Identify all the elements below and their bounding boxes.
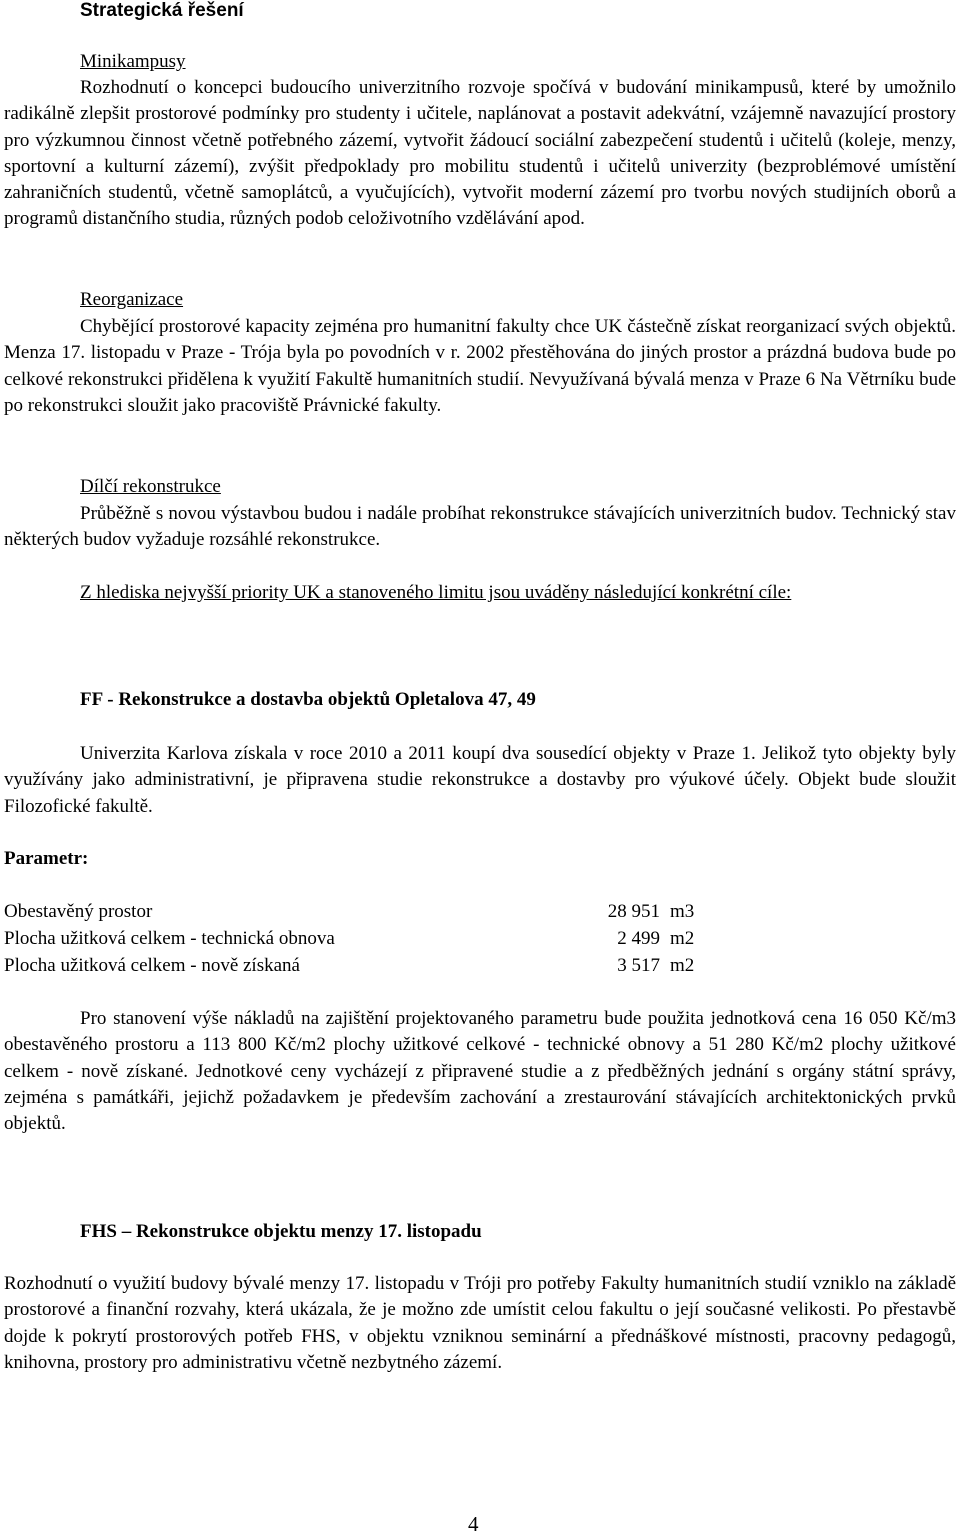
subheading-reorganizace: Reorganizace [80,289,184,310]
parameter-value: 2 499 [617,928,660,949]
parameter-label: Obestavěný prostor [4,901,153,922]
parameter-label: Plocha užitková celkem - technická obnova [4,928,335,949]
parameter-unit: m2 [670,928,695,949]
subheading-minikampusy: Minikampusy [80,51,186,72]
section-heading-strategic: Strategická řešení [80,0,244,21]
paragraph-ff-costs: Pro stanovení výše nákladů na zajištění projektovaného parametru bude použita jednotková cena 16 050 Kč/m3 obestavěného prostoru a 113 800 Kč/m2 plochy užitkové celkové - technické obnovy a 51 280 Kč/m2 plochy užitkové celkem - nově získané. Jednotkové ceny vycházejí z připravené studie a z předběžných jednání s orgány státní správy, zejména s památkáři, jejichž požadavkem je především zachování a zrestaurování stávajících architektonických prvků objektů. [4,1008,956,1135]
fhs-heading: FHS – Rekonstrukce objektu menzy 17. listopadu [80,1221,482,1242]
ff-heading: FF - Rekonstrukce a dostavba objektů Opletalova 47, 49 [80,689,536,710]
parameter-value: 3 517 [617,955,660,976]
parameter-unit: m2 [670,955,695,976]
paragraph-reorganizace: Chybějící prostorové kapacity zejména pro humanitní fakulty chce UK částečně získat reorganizací svých objektů. Menza 17. listopadu v Praze - Trója byla po povodních v r. 2002 přestěhována do jiných prostor a prázdná budova bude po celkové rekonstrukci přidělena k využití Fakultě humanitních studií. Nevyužívaná bývalá menza v Praze 6 Na Větrníku bude po rekonstrukci sloužit jako pracoviště Právnické fakulty. [4,316,956,416]
paragraph-ff-intro: Univerzita Karlova získala v roce 2010 a 2011 koupí dva sousedící objekty v Praze 1. Jelikož tyto objekty byly využívány jako administrativní, je připravena studie rekonstrukce a dostavby pro výukové účely. Objekt bude sloužit Filozofické fakultě. [4,743,956,817]
parameter-unit: m3 [670,901,695,922]
parametr-heading: Parametr: [4,848,89,869]
subheading-dilci-rekonstrukce: Dílčí rekonstrukce [80,476,221,497]
parameter-value: 28 951 [607,901,660,922]
paragraph-fhs: Rozhodnutí o využití budovy bývalé menzy 17. listopadu v Tróji pro potřeby Fakulty humanitních studií vzniklo na základě prostorové a finanční rozvahy, která ukázala, že je možno zde umístit celou fakultu o její současné velikosti. Po přestavbě dojde k pokrytí prostorových potřeb FHS, v objektu vzniknou seminární a přednáškové místnosti, pracovny pedagogů, knihovna, prostory pro administrativu včetně nezbytného zázemí. [4,1273,956,1373]
priority-line: Z hlediska nejvyšší priority UK a stanoveného limitu jsou uváděny následující konkrétní cíle: [80,582,792,603]
parameter-label: Plocha užitková celkem - nově získaná [4,955,300,976]
paragraph-minikampusy: Rozhodnutí o koncepci budoucího univerzitního rozvoje spočívá v budování minikampusů, které by umožnilo radikálně zlepšit prostorové podmínky pro studenty i učitele, naplánovat a postavit adekvátní, vzájemně navazující prostory pro výzkumnou činnost včetně potřebného zázemí, vytvořit žádoucí sociální zabezpečení studentů i učitelů (koleje, menzy, sportovní a kulturní zázemí), zvýšit předpoklady pro mobilitu studentů i učitelů univerzity (bezproblémové umístění zahraničních studentů, včetně samoplátců, a vyučujících), vytvořit moderní zázemí pro tvorbu nových studijních oborů a programů distančního studia, různých podob celoživotního vzdělávání apod. [4,77,956,230]
paragraph-dilci-rekonstrukce: Průběžně s novou výstavbou budou i nadále probíhat rekonstrukce stávajících univerzitních budov. Technický stav některých budov vyžaduje rozsáhlé rekonstrukce. [4,503,956,551]
page-number: 4 [468,1512,479,1536]
